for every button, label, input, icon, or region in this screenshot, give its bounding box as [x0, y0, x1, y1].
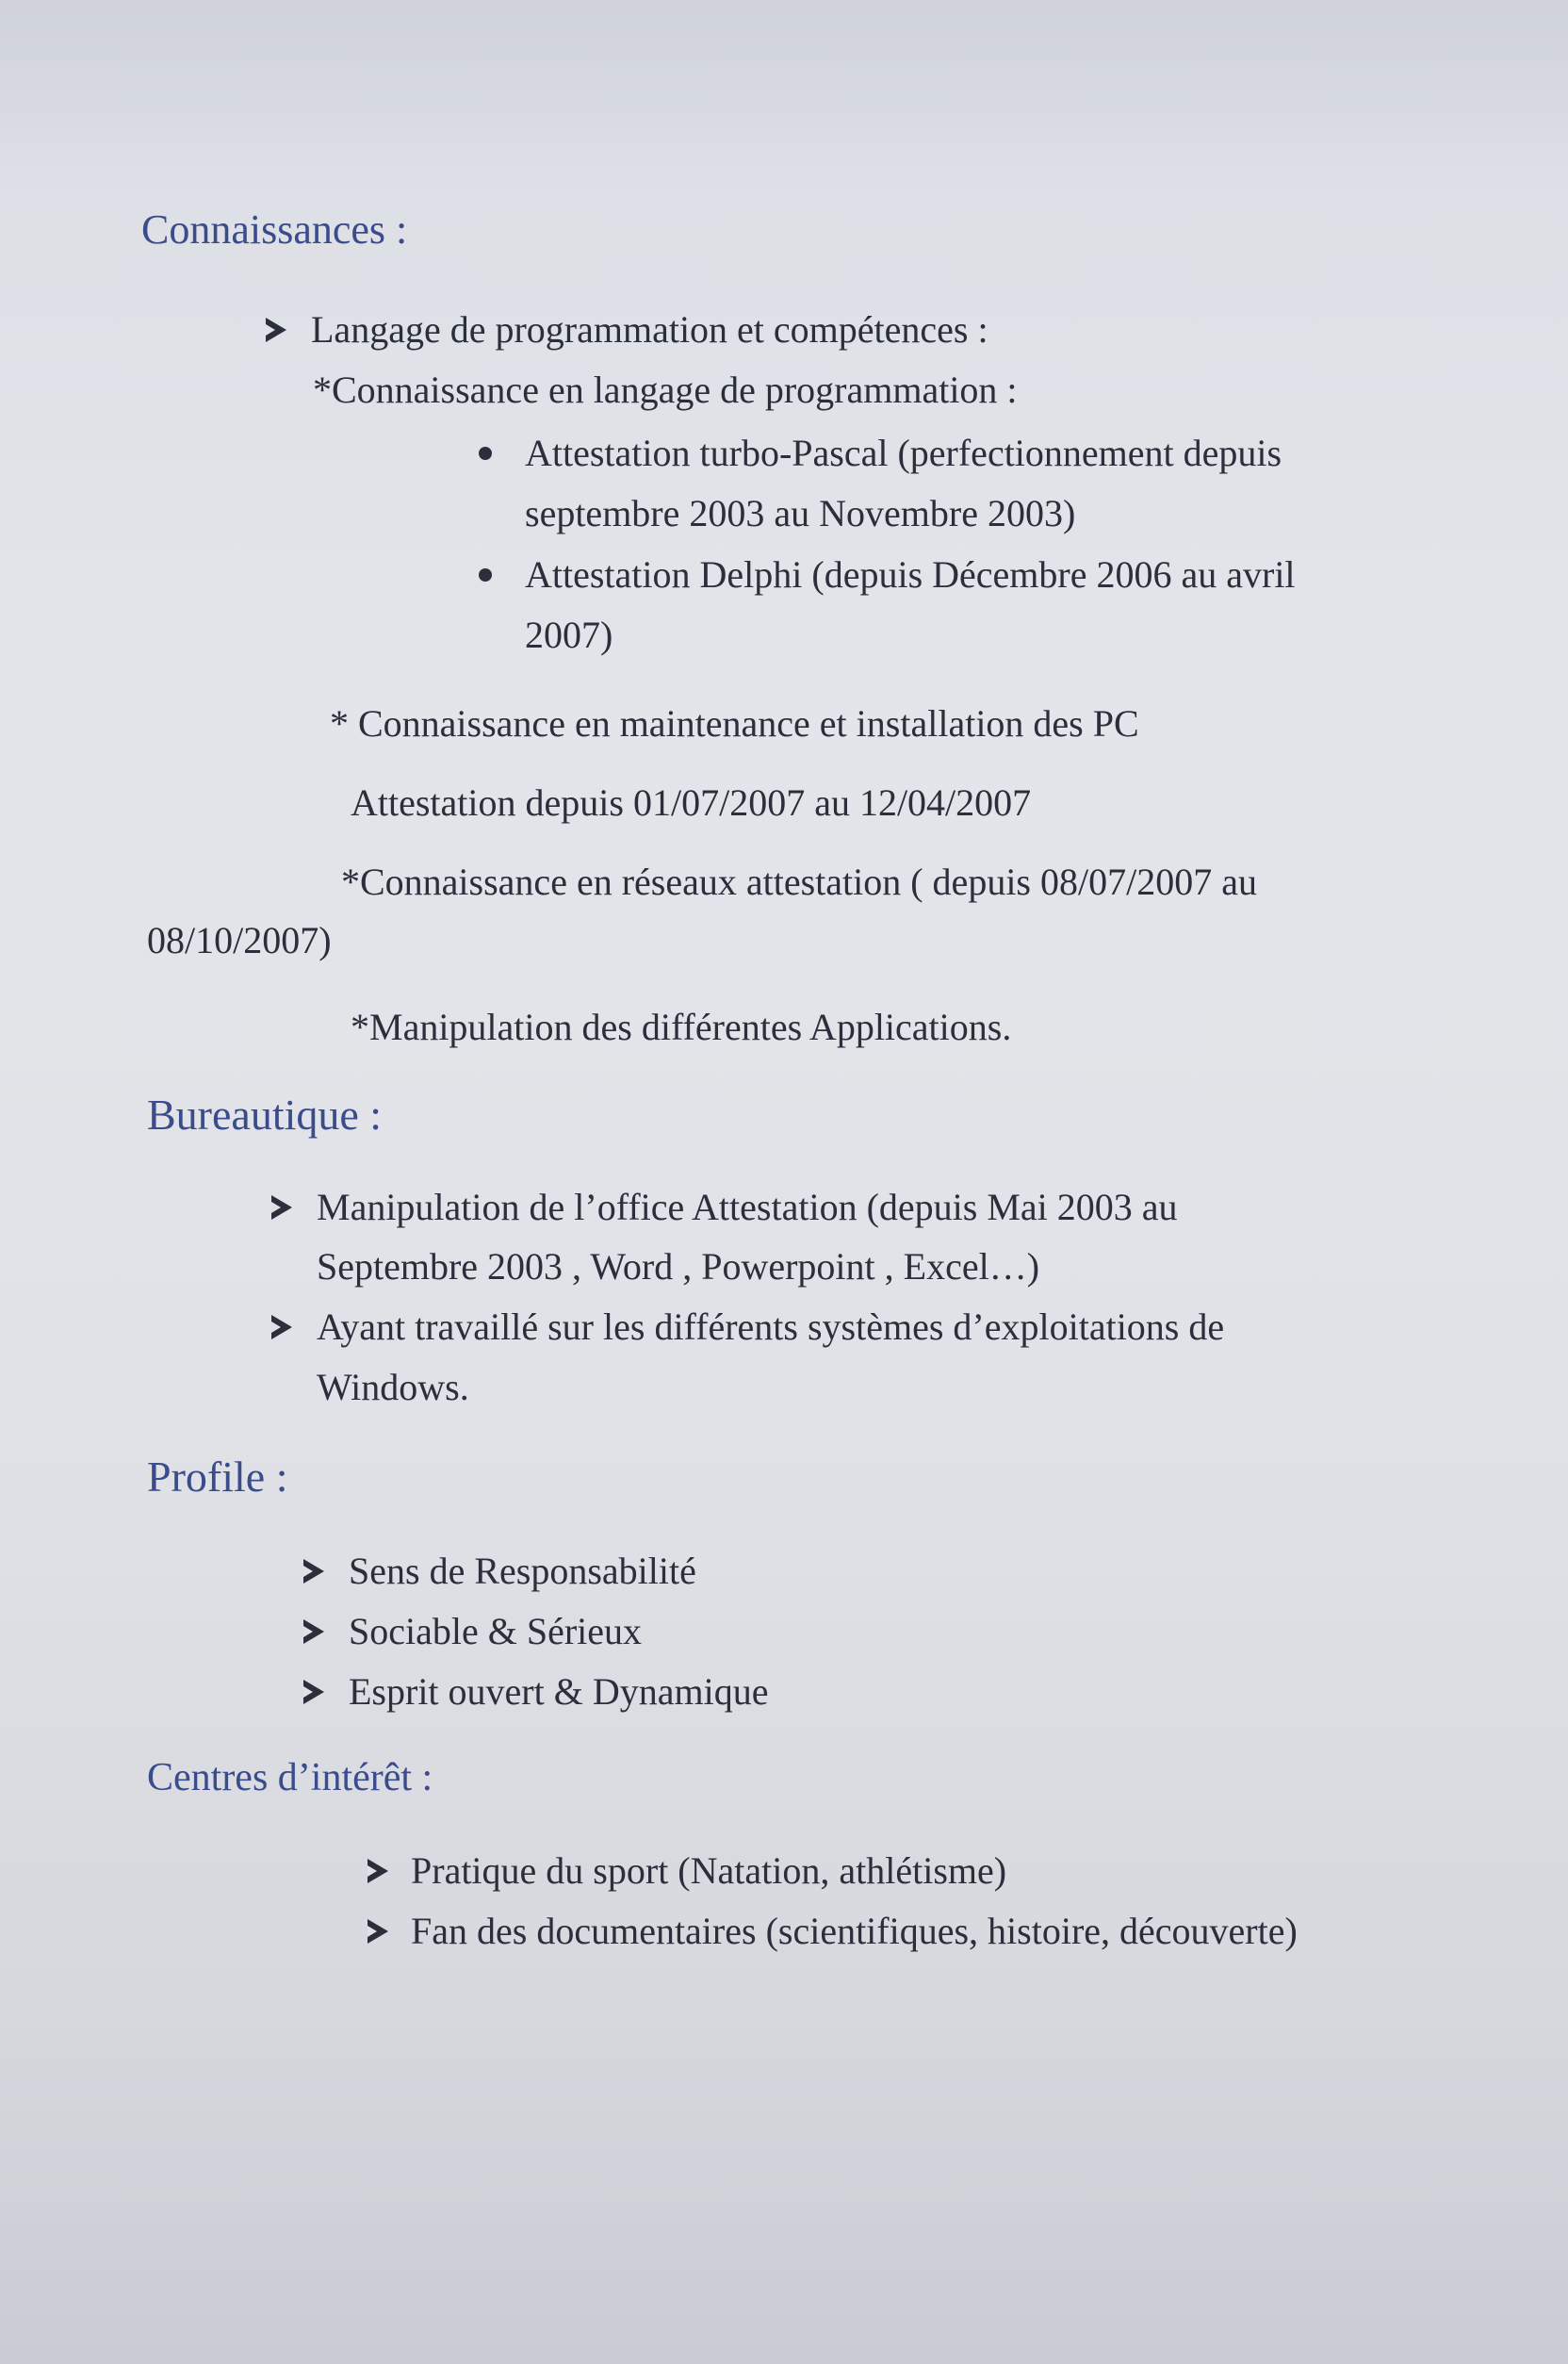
interest-item: Fan des documentaires (scientifiques, histoire, découverte): [411, 1910, 1298, 1952]
section-title-centres-interet: Centres d’intérêt :: [147, 1756, 433, 1799]
arrow-bullet-icon: [368, 1919, 388, 1944]
section-title-connaissances: Connaissances :: [141, 206, 408, 253]
arrow-bullet-icon: [271, 1195, 292, 1220]
profile-item: Sens de Responsabilité: [349, 1550, 696, 1592]
interest-item: Pratique du sport (Natation, athlétisme): [411, 1849, 1007, 1892]
section-title-profile: Profile :: [147, 1453, 288, 1501]
maintenance-attestation: Attestation depuis 01/07/2007 au 12/04/2007: [351, 781, 1032, 824]
arrow-bullet-icon: [303, 1559, 324, 1584]
programming-skills-item: Langage de programmation et compétences :: [311, 308, 988, 351]
arrow-bullet-icon: [303, 1619, 324, 1644]
windows-line1: Ayant travaillé sur les différents systèmes d’exploitations de: [317, 1305, 1225, 1348]
windows-line2: Windows.: [317, 1366, 469, 1408]
bullet-dot-icon: [479, 568, 492, 582]
arrow-bullet-icon: [271, 1315, 292, 1339]
arrow-bullet-icon: [368, 1859, 388, 1883]
reseaux-line1: *Connaissance en réseaux attestation ( depuis 08/07/2007 au: [341, 861, 1257, 903]
manipulation-applications: *Manipulation des différentes Applications.: [351, 1006, 1012, 1048]
reseaux-line2: 08/10/2007): [147, 919, 332, 961]
turbo-pascal-line1: Attestation turbo-Pascal (perfectionnement depuis: [525, 432, 1282, 474]
section-title-bureautique: Bureautique :: [147, 1091, 383, 1139]
profile-item: Esprit ouvert & Dynamique: [349, 1670, 769, 1713]
office-line1: Manipulation de l’office Attestation (depuis Mai 2003 au: [317, 1186, 1178, 1228]
bullet-dot-icon: [479, 447, 492, 460]
arrow-bullet-icon: [266, 318, 286, 342]
delphi-line2: 2007): [525, 614, 613, 656]
programming-languages-subheading: *Connaissance en langage de programmation :: [313, 369, 1018, 411]
maintenance-line: * Connaissance en maintenance et installation des PC: [330, 702, 1139, 745]
arrow-bullet-icon: [303, 1680, 324, 1704]
profile-item: Sociable & Sérieux: [349, 1610, 643, 1652]
turbo-pascal-line2: septembre 2003 au Novembre 2003): [525, 492, 1076, 534]
office-line2: Septembre 2003 , Word , Powerpoint , Excel…): [317, 1245, 1040, 1288]
delphi-line1: Attestation Delphi (depuis Décembre 2006 au avril: [525, 553, 1296, 596]
